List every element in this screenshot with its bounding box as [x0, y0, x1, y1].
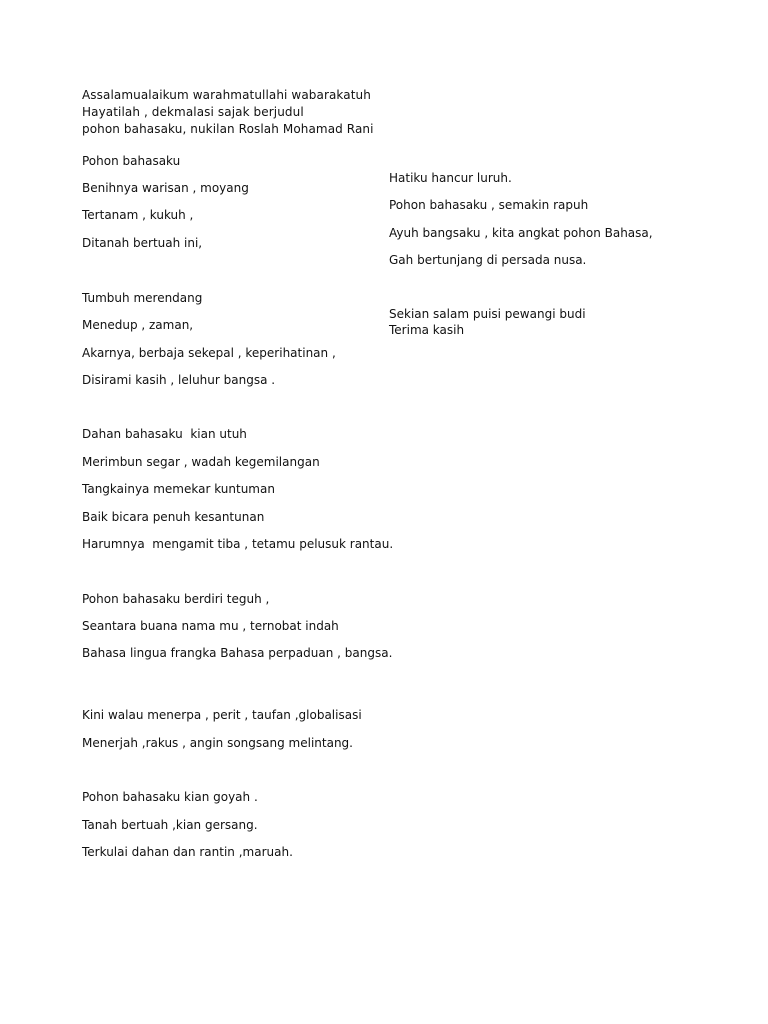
closing-line: Sekian salam puisi pewangi budi [389, 307, 586, 321]
poem-line: Seantara buana nama mu , ternobat indah [82, 619, 339, 633]
poem-line: Harumnya mengamit tiba , tetamu pelusuk rantau. [82, 537, 394, 551]
poem-line: Akarnya, berbaja sekepal , keperihatinan , [82, 346, 336, 360]
poem-line: Merimbun segar , wadah kegemilangan [82, 455, 320, 469]
poem-line: Baik bicara penuh kesantunan [82, 510, 265, 524]
poem-line: Dahan bahasaku kian utuh [82, 427, 247, 441]
closing-line: Terima kasih [389, 323, 465, 337]
poem-line: Pohon bahasaku kian goyah . [82, 790, 258, 804]
poem-line: Tangkainya memekar kuntuman [82, 482, 275, 496]
poem-line: Tumbuh merendang [82, 291, 203, 305]
poem-line: Terkulai dahan dan rantin ,maruah. [82, 845, 293, 859]
poem-line: Hatiku hancur luruh. [389, 171, 512, 185]
intro-line: pohon bahasaku, nukilan Roslah Mohamad Rani [82, 122, 374, 136]
poem-line: Gah bertunjang di persada nusa. [389, 253, 587, 267]
poem-line: Pohon bahasaku [82, 154, 181, 168]
poem-line: Disirami kasih , leluhur bangsa . [82, 373, 276, 387]
poem-line: Tertanam , kukuh , [82, 208, 194, 222]
intro-line: Assalamualaikum warahmatullahi wabarakatuh [82, 88, 371, 102]
poem-line: Ayuh bangsaku , kita angkat pohon Bahasa, [389, 226, 653, 240]
intro-line: Hayatilah , dekmalasi sajak berjudul [82, 105, 304, 119]
poem-line: Kini walau menerpa , perit , taufan ,globalisasi [82, 708, 362, 722]
poem-line: Pohon bahasaku , semakin rapuh [389, 198, 589, 212]
poem-line: Pohon bahasaku berdiri teguh , [82, 592, 270, 606]
poem-line: Benihnya warisan , moyang [82, 181, 249, 195]
poem-line: Tanah bertuah ,kian gersang. [82, 818, 258, 832]
poem-line: Menedup , zaman, [82, 318, 194, 332]
poem-line: Menerjah ,rakus , angin songsang melintang. [82, 736, 353, 750]
poem-line: Bahasa lingua frangka Bahasa perpaduan , bangsa. [82, 646, 393, 660]
poem-line: Ditanah bertuah ini, [82, 236, 203, 250]
